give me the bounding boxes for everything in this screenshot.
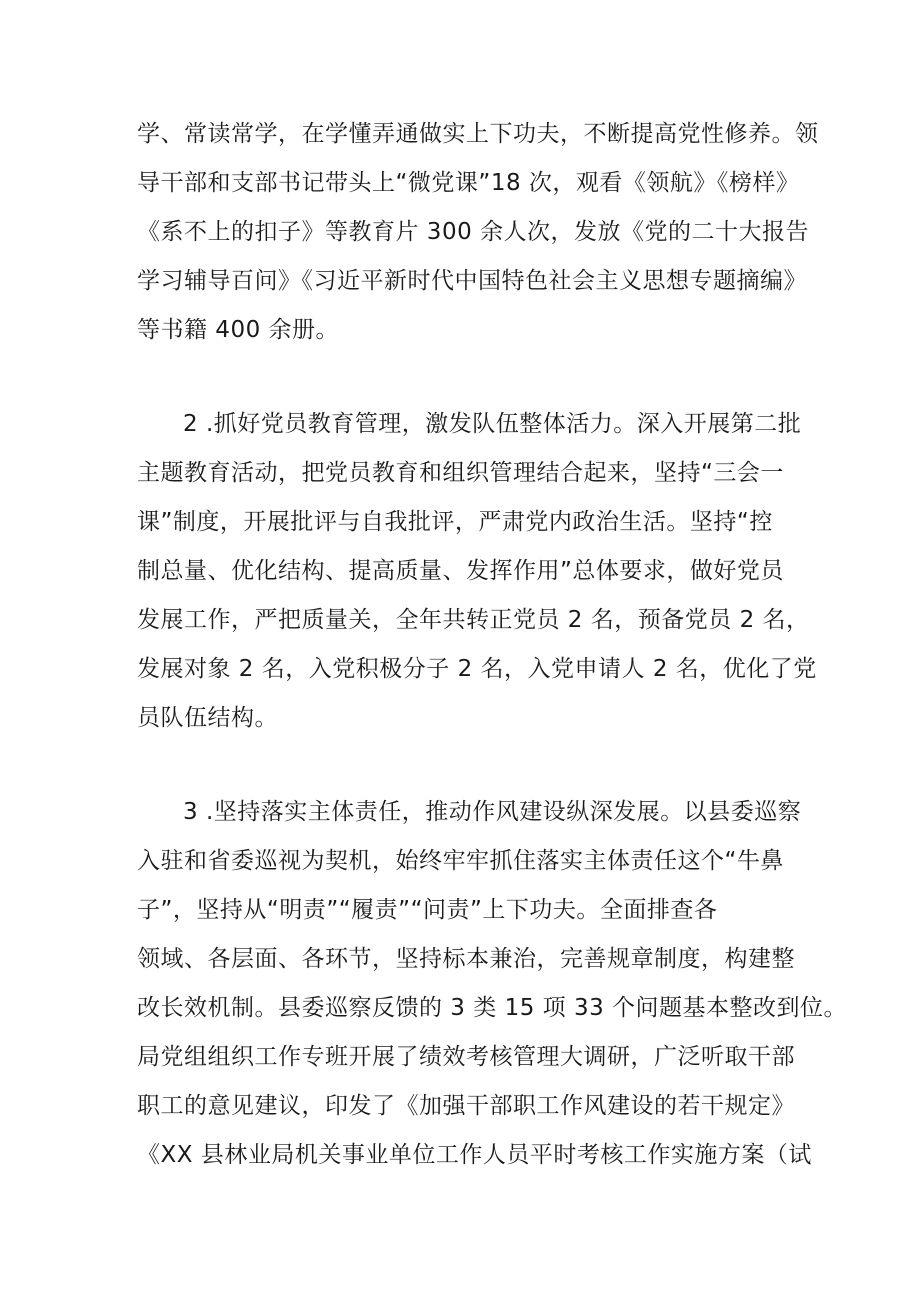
paragraph-line: 制总量、优化结构、提高质量、发挥作用”总体要求，做好党员	[137, 558, 784, 584]
paragraph-line: 发展工作，严把质量关，全年共转正党员 2 名，预备党员 2 名，	[137, 607, 810, 633]
paragraph-line: 《系不上的扣子》等教育片 300 余人次，发放《党的二十大报告	[137, 219, 810, 245]
paragraph-line: 学习辅导百问》《习近平新时代中国特色社会主义思想专题摘编》	[137, 268, 807, 294]
paragraph-line: 课”制度，开展批评与自我批评，严肃党内政治生活。坚持“控	[137, 509, 773, 535]
paragraph-line: 入驻和省委巡视为契机，始终牢牢抓住落实主体责任这个“牛鼻	[137, 848, 784, 874]
paragraph-line: 子”，坚持从“明责”“履责”“问责”上下功夫。全面排查各	[137, 897, 718, 923]
paragraph-line: 学、常读常学，在学懂弄通做实上下功夫，不断提高党性修养。领	[137, 121, 819, 147]
paragraph-line: 局党组组织工作专班开展了绩效考核管理大调研，广泛听取干部	[137, 1044, 795, 1070]
section-heading-line: 3 .坚持落实主体责任，推动作风建设纵深发展。以县委巡察	[183, 799, 802, 825]
paragraph-line: 导干部和支部书记带头上“微党课”18 次，观看《领航》《榜样》	[137, 170, 800, 196]
paragraph-line: 改长效机制。县委巡察反馈的 3 类 15 项 33 个问题基本整改到位。	[137, 995, 848, 1021]
paragraph-line: 等书籍 400 余册。	[137, 317, 340, 343]
paragraph-line: 主题教育活动，把党员教育和组织管理结合起来，坚持“三会一	[137, 460, 784, 486]
paragraph-line: 发展对象 2 名，入党积极分子 2 名，入党申请人 2 名，优化了党	[137, 656, 817, 682]
section-heading-line: 2 .抓好党员教育管理，激发队伍整体活力。深入开展第二批	[183, 411, 802, 437]
paragraph-line: 领域、各层面、各环节，坚持标本兼治，完善规章制度，构建整	[137, 946, 795, 972]
paragraph-line: 职工的意见建议，印发了《加强干部职工作风建设的若干规定》	[137, 1093, 795, 1119]
paragraph-line: 员队伍结构。	[137, 705, 278, 731]
paragraph-line: 《XX 县林业局机关事业单位工作人员平时考核工作实施方案（试	[137, 1142, 812, 1168]
